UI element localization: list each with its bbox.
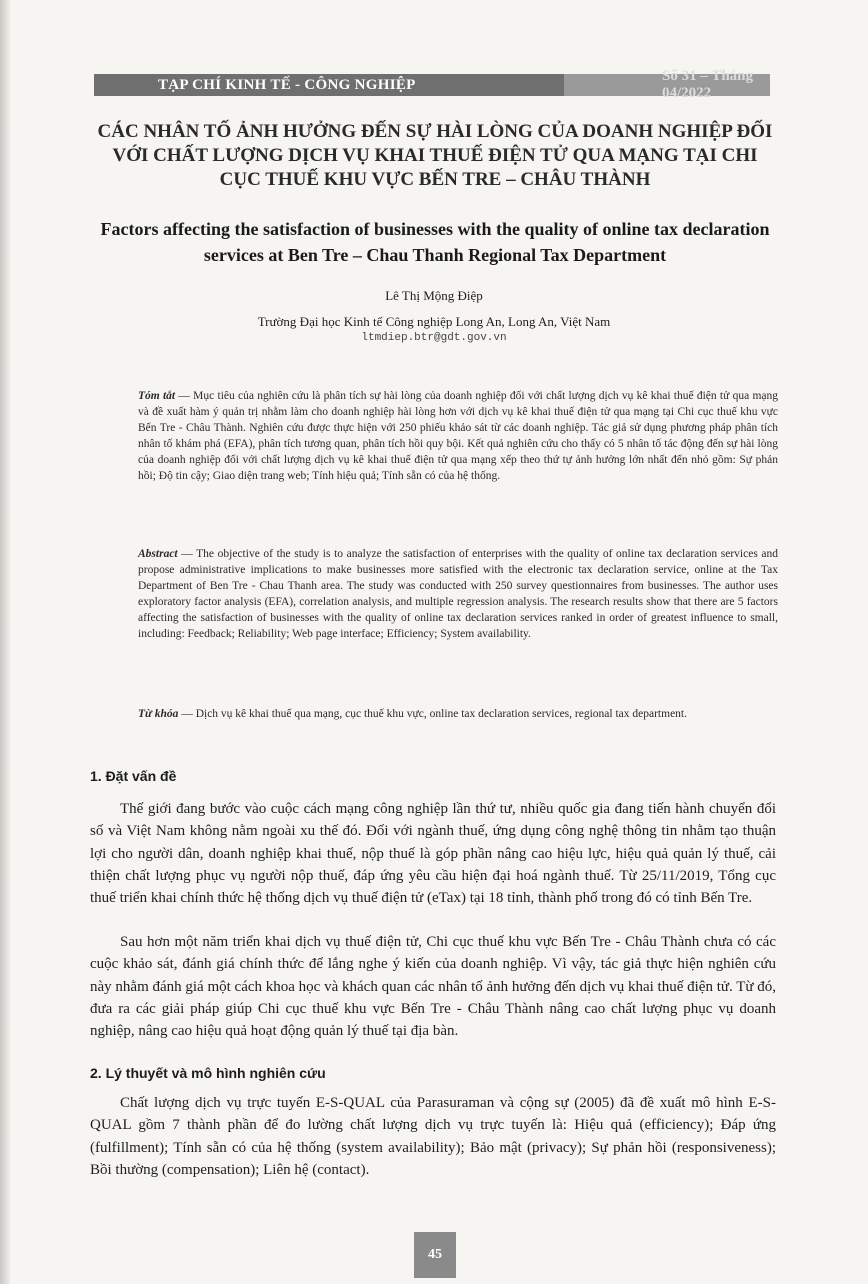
page-spine-shadow: [0, 0, 10, 1284]
title-vietnamese: CÁC NHÂN TỐ ẢNH HƯỞNG ĐẾN SỰ HÀI LÒNG CỦA DOANH NGHIỆP ĐỐI VỚI CHẤT LƯỢNG DỊCH VỤ KHAI THUẾ ĐIỆN TỬ QUA MẠNG TẠI CHI CỤC THUẾ KHU VỰC BẾN TRE – CHÂU THÀNH: [97, 121, 773, 190]
abstract-vi-text: Mục tiêu của nghiên cứu là phân tích sự hài lòng của doanh nghiệp đối với chất lượng dịch vụ kê khai thuế điện tử qua mạng và đề xuất hàm ý quản trị nhằm làm cho doanh nghiệp hài lòng hơn với dịch vụ kê khai thuế điện tử qua mạng tại Chi cục thuế khu vực Bến Tre - Châu Thành. Nghiên cứu được thực hiện với 250 phiếu khảo sát từ các doanh nghiệp. Tác giả sử dụng phương pháp phân tích nhân tố khám phá (EFA), phân tích tương quan, phân tích hồi quy bội. Kết quả nghiên cứu cho thấy có 5 nhân tố tác động đến sự hài lòng của doanh nghiệp đối với chất lượng dịch vụ kê khai thuế điện tử qua mạng xếp theo thứ tự ảnh hưởng lớn nhất đến nhỏ gồm: Sự phản hồi; Độ tin cậy; Giao diện trang web; Tính hiệu quả; Tính sẵn có của hệ thống.: [138, 390, 779, 482]
section-heading-introduction: 1. Đặt vấn đề: [90, 768, 177, 784]
section-heading-theory: 2. Lý thuyết và mô hình nghiên cứu: [90, 1065, 326, 1081]
journal-name: TẠP CHÍ KINH TẾ - CÔNG NGHIỆP: [158, 76, 416, 93]
abstract-english: Abstract — The objective of the study is to analyze the satisfaction of enterprises with the quality of online tax declaration services and propose administrative implications to make businesses more satisfied with the electronic tax declaration service, online at the Tax Department of Ben Tre - Chau Thanh area. The study was conducted with 250 survey questionnaires from businesses. The author uses exploratory factor analysis (EFA), correlation analysis, and multiple regression analysis. The research results show that there are 5 factors affecting the satisfaction of businesses with the quality of online tax declaration services ranked in order of greatest influence to small, including: Feedback; Reliability; Web page interface; Efficiency; System availability.: [138, 548, 779, 640]
issue-number: Số 31 – Tháng 04/2022: [564, 74, 770, 96]
abstract-vietnamese: Tóm tắt — Mục tiêu của nghiên cứu là phân tích sự hài lòng của doanh nghiệp đối với chất lượng dịch vụ kê khai thuế điện tử qua mạng và đề xuất hàm ý quản trị nhằm làm cho doanh nghiệp hài lòng hơn với dịch vụ kê khai thuế điện tử qua mạng tại Chi cục thuế khu vực Bến Tre - Châu Thành. Nghiên cứu được thực hiện với 250 phiếu khảo sát từ các doanh nghiệp. Tác giả sử dụng phương pháp phân tích nhân tố khám phá (EFA), phân tích tương quan, phân tích hồi quy bội. Kết quả nghiên cứu cho thấy có 5 nhân tố tác động đến sự hài lòng của doanh nghiệp đối với chất lượng dịch vụ kê khai thuế điện tử qua mạng xếp theo thứ tự ảnh hưởng lớn nhất đến nhỏ gồm: Sự phản hồi; Độ tin cậy; Giao diện trang web; Tính hiệu quả; Tính sẵn có của hệ thống.: [138, 390, 779, 482]
body-paragraph: Chất lượng dịch vụ trực tuyến E-S-QUAL của Parasuraman và cộng sự (2005) đã đề xuất mô hình E-S-QUAL gồm 7 thành phần để đo lường chất lượng dịch vụ trực tuyến là: Hiệu quả (efficiency); Đáp ứng (fulfillment); Tính sẵn có của hệ thống (system availability); Bảo mật (privacy); Sự phản hồi (responsiveness); Bồi thường (compensation); Liên hệ (contact).: [90, 1095, 776, 1178]
body-paragraph: Thế giới đang bước vào cuộc cách mạng công nghiệp lần thứ tư, nhiều quốc gia đang tiến hành chuyển đổi số và Việt Nam không nằm ngoài xu thế đó. Đối với ngành thuế, ứng dụng công nghệ thông tin nhằm tạo thuận lợi cho người dân, doanh nghiệp khai thuế, nộp thuế là góp phần nâng cao hiệu lực, hiệu quả quản lý thuế, cải thiện chất lượng phục vụ người nộp thuế, đáp ứng yêu cầu hiện đại hoá ngành thuế. Từ 25/11/2019, Tổng cục thuế triển khai chính thức hệ thống dịch vụ thuế điện tử (eTax) tại 18 tỉnh, thành phố trong đó có tỉnh Bến Tre.: [90, 801, 776, 907]
abstract-vi-label: Tóm tắt: [138, 390, 176, 402]
abstract-en-text: The objective of the study is to analyze the satisfaction of enterprises with the quality of online tax declaration services and propose administrative implications to make businesses more satisfied with the electronic tax declaration service, online at the Tax Department of Ben Tre - Chau Thanh area. The study was conducted with 250 survey questionnaires from businesses. The author uses exploratory factor analysis (EFA), correlation analysis, and multiple regression analysis. The research results show that there are 5 factors affecting the satisfaction of businesses with the quality of online tax declaration services ranked in order of greatest influence to small, including: Feedback; Reliability; Web page interface; Efficiency; System availability.: [138, 548, 779, 640]
body-paragraph: Sau hơn một năm triển khai dịch vụ thuế điện tử, Chi cục thuế khu vực Bến Tre - Châu Thành chưa có các cuộc khảo sát, đánh giá chính thức để lắng nghe ý kiến của doanh nghiệp. Vì vậy, tác giả thực hiện nghiên cứu này nhằm đánh giá một cách khoa học và khách quan các nhân tố ảnh hưởng đến dịch vụ khai thuế điện tử. Từ đó, đưa ra các giải pháp giúp Chi cục thuế khu vực Bến Tre - Châu Thành nâng cao chất lượng phục vụ doanh nghiệp, nâng cao hiệu quả hoạt động quản lý thuế tại địa bàn.: [90, 934, 777, 1040]
journal-header-band: [94, 68, 770, 101]
author-name: Lê Thị Mộng Điệp: [385, 288, 483, 303]
author-email: ltmdiep.btr@gdt.gov.vn: [361, 332, 507, 344]
abstract-en-label: Abstract: [138, 548, 178, 560]
keywords-text: Dịch vụ kê khai thuế qua mạng, cục thuế khu vực, online tax declaration services, regional tax department.: [195, 708, 687, 720]
author-affiliation: Trường Đại học Kinh tế Công nghiệp Long An, Long An, Việt Nam: [257, 314, 611, 329]
keywords-label: Từ khóa: [138, 708, 179, 720]
keywords: Từ khóa — Dịch vụ kê khai thuế qua mạng, cục thuế khu vực, online tax declaration services, regional tax department.: [138, 708, 687, 720]
page-number: 45: [414, 1232, 456, 1278]
title-english: Factors affecting the satisfaction of businesses with the quality of online tax declaration services at Ben Tre – Chau Thanh Regional Tax Department: [100, 219, 770, 265]
